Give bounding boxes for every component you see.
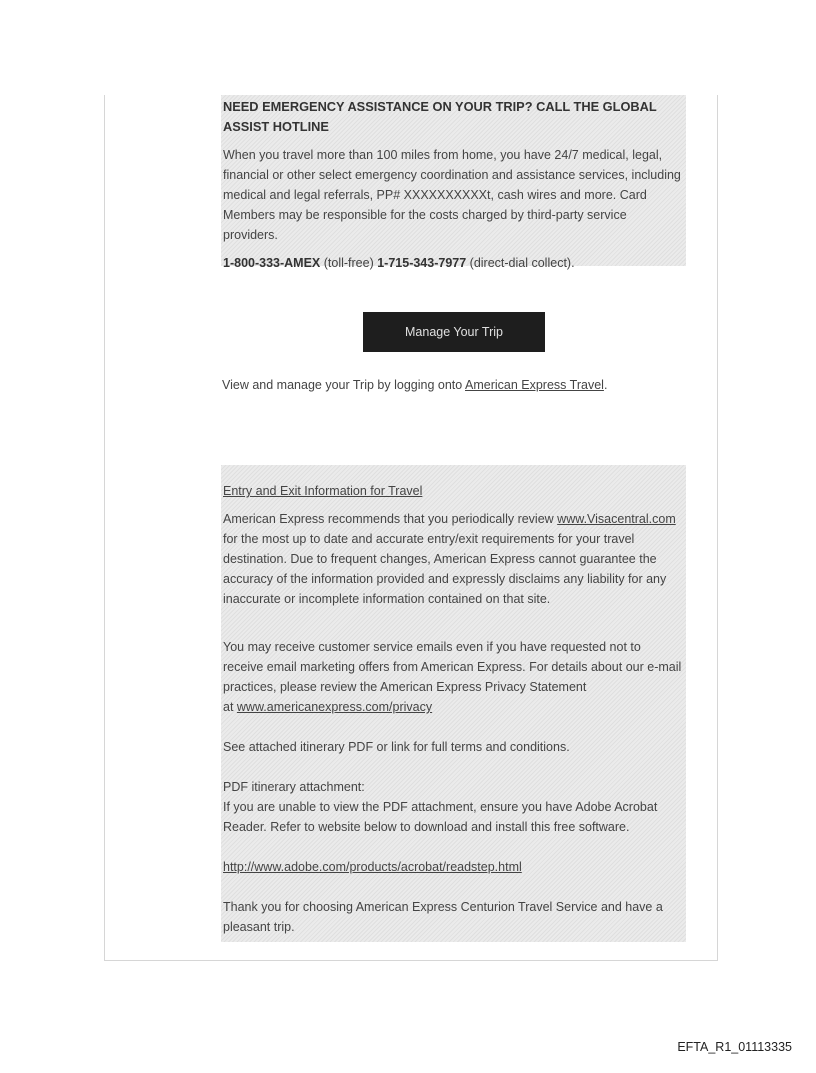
manage-trip-text [222, 375, 607, 395]
emergency-section [221, 95, 686, 270]
manage-text-after: . [603, 378, 608, 392]
adobe-link-line [223, 857, 684, 877]
recommend-text-after: for the most up to date and accurate entry/exit requirements for your travel destination. Due to frequent changes, American Express cannot guarantee the accuracy of the information provided and expressly disclaims any liability for any inaccurate or incomplete information contained on that site. [223, 532, 667, 606]
entry-exit-link[interactable]: Entry and Exit Information for Travel [223, 484, 423, 498]
manage-your-trip-button[interactable]: Manage Your Trip [363, 312, 545, 352]
emails-paragraph: You may receive customer service emails even if you have requested not to receive email marketing offers from American Express. For details about our e-mail practices, please review the American Express Privacy Statement [223, 640, 682, 694]
amex-travel-link[interactable]: American Express Travel [465, 378, 604, 392]
privacy-link[interactable]: www.americanexpress.com/privacy [236, 700, 433, 714]
phone-tollfree[interactable]: 1-800-333-AMEX [223, 256, 321, 270]
entry-exit-heading [223, 481, 684, 501]
visacentral-link[interactable]: www.Visacentral.com [557, 512, 676, 526]
document-code: EFTA_R1_01113335 [677, 1040, 792, 1054]
phone-collect-note: (direct-dial collect). [466, 256, 575, 270]
pdf-attachment-text: If you are unable to view the PDF attachment, ensure you have Adobe Acrobat Reader. Refer to website below to download and install this free software. [223, 800, 658, 834]
attached-itinerary-text: See attached itinerary PDF or link for full terms and conditions. [223, 740, 570, 754]
hotline-numbers [223, 253, 684, 273]
travel-info-section [221, 465, 686, 942]
recommend-text-before: American Express recommends that you periodically review [223, 512, 558, 526]
emergency-body: When you travel more than 100 miles from home, you have 24/7 medical, legal, financial or other select emergency coordination and assistance services, including medical and legal referrals, PP# XXXXXXXXXXt, cash wires and more. Card Members may be responsible for the costs charged by third-party service providers. [223, 148, 681, 242]
phone-collect[interactable]: 1-715-343-7977 [377, 256, 467, 270]
privacy-prefix: at [223, 700, 237, 714]
emergency-heading: NEED EMERGENCY ASSISTANCE ON YOUR TRIP? CALL THE GLOBAL ASSIST HOTLINE [223, 99, 657, 134]
privacy-line [223, 697, 684, 717]
thank-you-text: Thank you for choosing American Express Centurion Travel Service and have a pleasant trip. [223, 900, 663, 934]
manage-text-before: View and manage your Trip by logging onto [222, 378, 465, 392]
pdf-attachment-label: PDF itinerary attachment: [223, 780, 365, 794]
visacentral-paragraph [223, 509, 684, 609]
adobe-link[interactable]: http://www.adobe.com/products/acrobat/readstep.html [223, 860, 522, 874]
phone-tollfree-note: (toll-free) [320, 256, 378, 270]
